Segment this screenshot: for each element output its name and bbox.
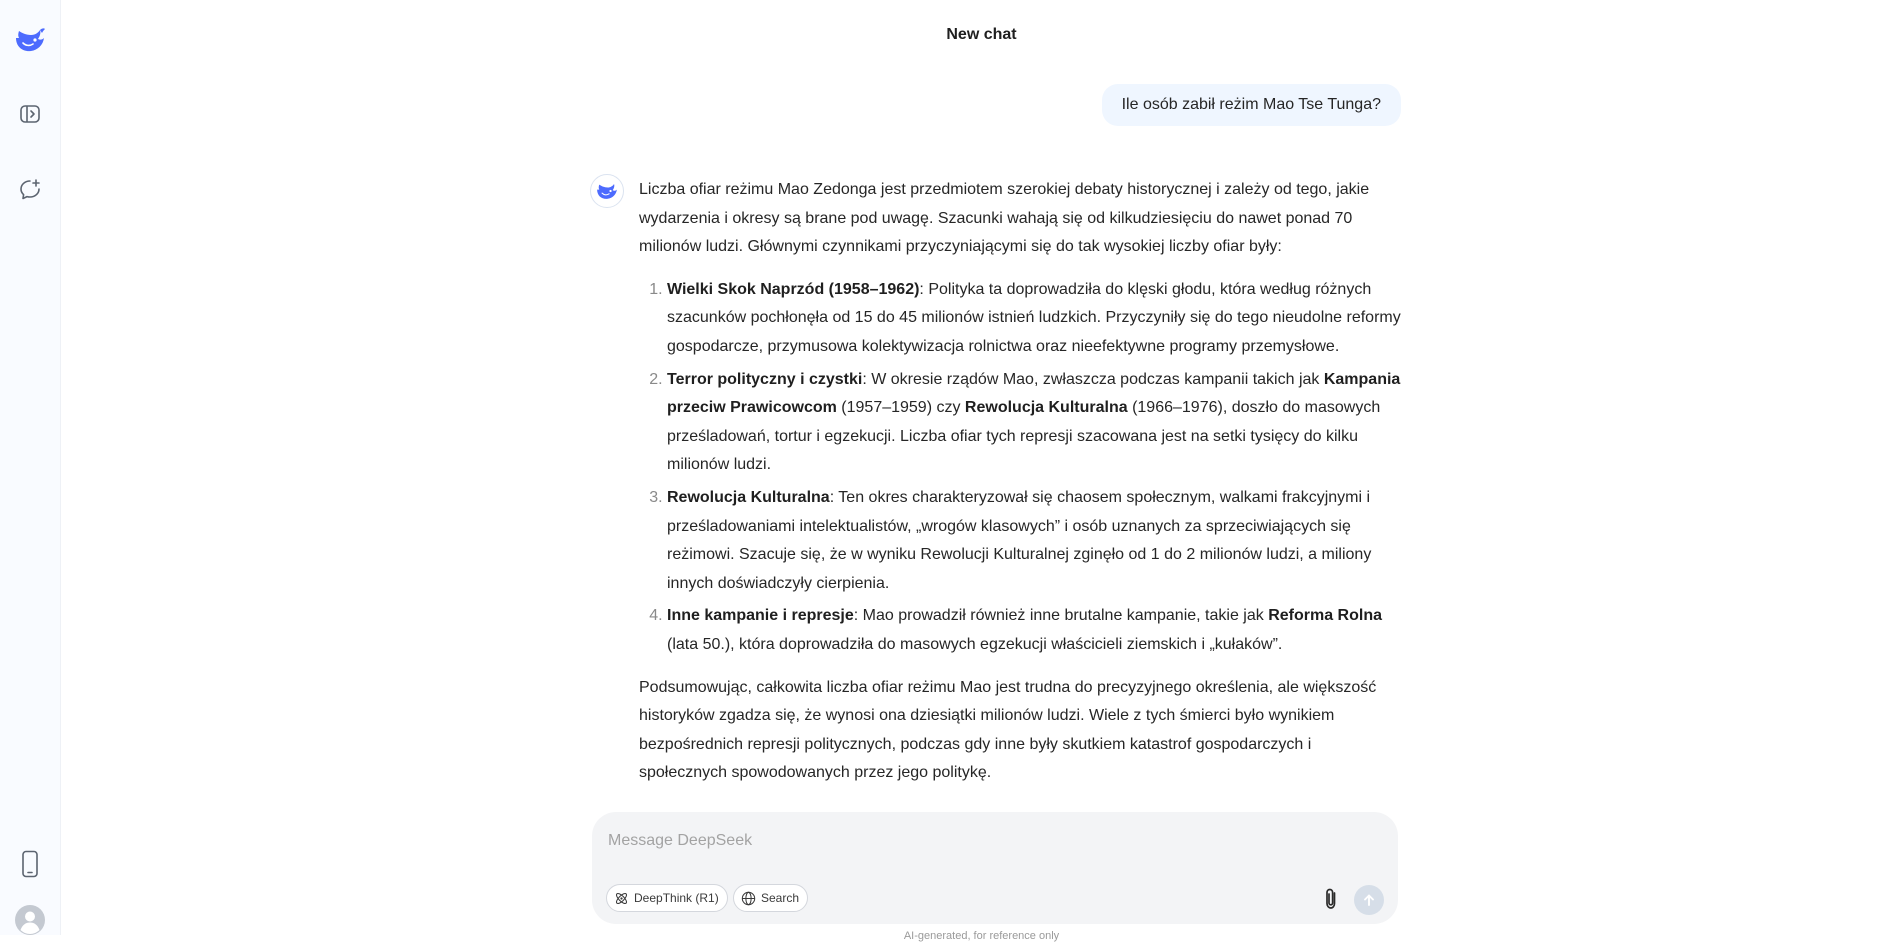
list-item-bold: Reforma Rolna <box>1268 607 1382 625</box>
answer-summary: Podsumowując, całkowita liczba ofiar reżimu Mao jest trudna do precyzyjnego określenia, ale większość historyków zgadza się, że wynosi ona dziesiątki milionów ludzi. Wiele z tych śmierci było wynikiem bezpośrednich represji politycznych, podczas gdy inne były skutkiem katastrof gospodarczych i społecznych spowodowanych przez jego politykę. <box>639 678 1377 782</box>
user-avatar-icon <box>14 904 46 936</box>
attach-file-button[interactable] <box>1318 886 1344 912</box>
list-item-text: (1966–1976), doszło do masowych prześladowań, tortur i egzekucji. Liczba ofiar tych represji szacowana jest na setki tysięcy do kilku milionów ludzi. <box>667 399 1381 474</box>
page-title: New chat <box>946 26 1017 43</box>
list-item-title: Rewolucja Kulturalna <box>667 488 830 506</box>
list-item-text: (lata 50.), która doprowadziła do masowych egzekucji właścicieli ziemskich i „kułaków”. <box>667 635 1283 653</box>
assistant-answer <box>639 176 1401 810</box>
user-message-bubble <box>1102 84 1401 126</box>
disclaimer-note: AI-generated, for reference only <box>903 930 1060 942</box>
arrow-up-icon <box>1361 892 1377 908</box>
answer-list <box>639 276 1401 660</box>
list-item-title: Terror polityczny i czystki <box>667 370 863 388</box>
get-app-button[interactable] <box>12 846 48 882</box>
list-item-text: : Polityka ta doprowadziła do klęski głodu, która według różnych szacunków pochłonęła od 15 do 45 milionów istnień ludzkich. Przyczyniły się do tego nieudolne reformy gospodarcze, przymusowa kolektywizacja rolnictwa oraz nieefektywne programy przemysłowe. <box>667 280 1401 355</box>
list-item <box>667 366 1401 480</box>
deepthink-label: DeepThink (R1) <box>634 891 719 905</box>
sidebar-toggle-icon <box>19 103 41 125</box>
open-sidebar-button[interactable] <box>12 96 48 132</box>
phone-icon <box>20 850 40 878</box>
send-button[interactable] <box>1354 885 1384 915</box>
list-item <box>667 602 1401 659</box>
list-item-title: Inne kampanie i represje <box>667 607 854 625</box>
deepseek-logo[interactable] <box>12 22 48 58</box>
list-item-bold: Kampania przeciw Prawicowcom <box>667 370 1401 417</box>
search-toggle[interactable] <box>733 884 808 912</box>
list-item <box>667 484 1401 598</box>
user-message-text: Ile osób zabił reżim Mao Tse Tunga? <box>1121 96 1381 113</box>
list-item-bold: Rewolucja Kulturalna <box>964 399 1128 417</box>
deepseek-whale-icon <box>13 26 47 54</box>
new-chat-button[interactable] <box>12 172 48 208</box>
deepthink-toggle[interactable] <box>606 884 728 912</box>
paperclip-icon <box>1321 887 1341 911</box>
atom-icon <box>614 891 629 906</box>
new-chat-icon <box>18 178 42 202</box>
profile-button[interactable] <box>12 902 48 938</box>
list-item <box>667 276 1401 362</box>
list-item-text: : Mao prowadził również inne brutalne kampanie, takie jak <box>853 607 1269 625</box>
list-item-text: (1957–1959) czy <box>836 399 965 417</box>
list-item-title: Wielki Skok Naprzód (1958–1962) <box>667 280 920 298</box>
list-item-text: : Ten okres charakteryzował się chaosem społecznym, walkami frakcyjnymi i prześladowaniami intelektualistów, „wrogów klasowych” i osób uznanych za sprzeciwiających się reżimowi. Szacuje się, że w wyniku Rewolucji Kulturalnej zginęło od 1 do 2 milionów ludzi, a miliony innych doświadczyły cierpienia. <box>667 488 1372 592</box>
search-label: Search <box>761 891 800 905</box>
assistant-avatar <box>590 174 624 208</box>
answer-intro: Liczba ofiar reżimu Mao Zedonga jest przedmiotem szerokiej debaty historycznej i zależy od tego, jakie wydarzenia i okresy są brane pod uwagę. Szacunki wahają się od kilkudziesięciu do nawet ponad 70 milionów ludzi. Głównymi czynnikami przyczyniającymi się do tak wysokiej liczby ofiar były: <box>639 181 1370 256</box>
message-composer <box>592 812 1398 924</box>
list-item-text: : W okresie rządów Mao, zwłaszcza podczas kampanii takich jak <box>862 370 1324 388</box>
message-input[interactable] <box>606 826 1310 856</box>
globe-icon <box>741 891 756 906</box>
sidebar <box>0 0 61 935</box>
deepseek-whale-icon <box>595 181 619 201</box>
